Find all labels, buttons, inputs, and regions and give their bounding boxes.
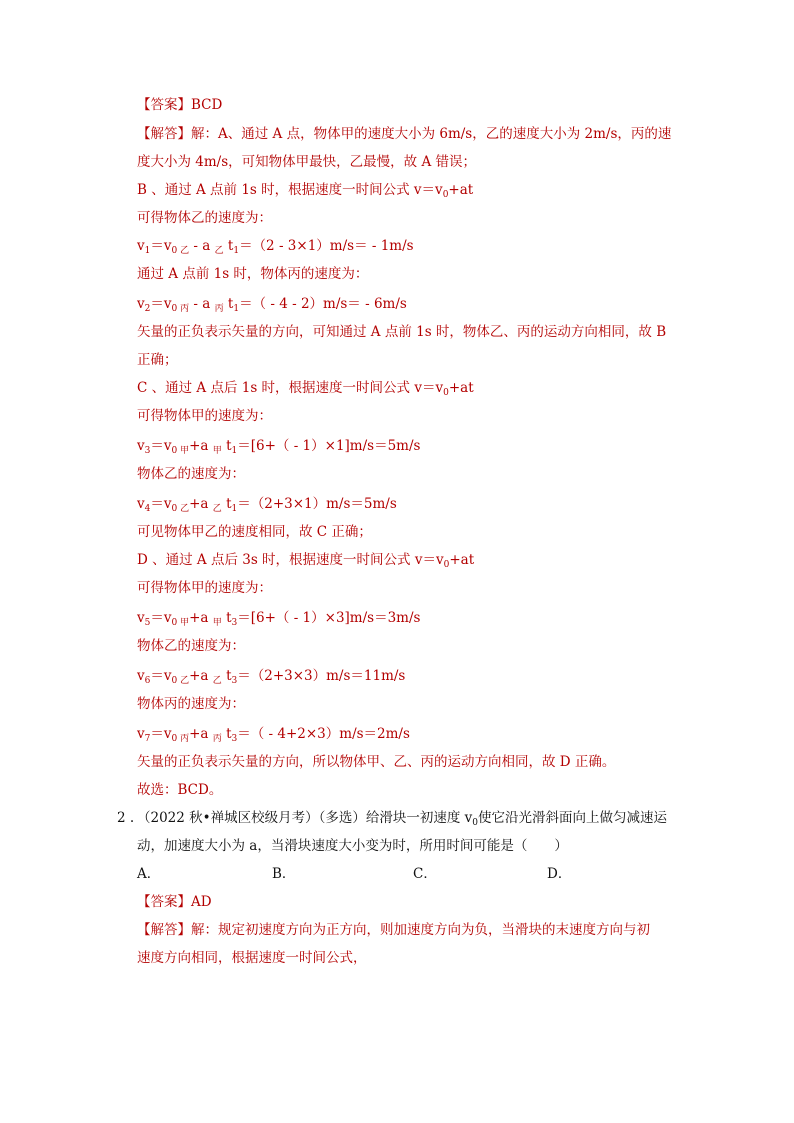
- answer-value: BCD: [191, 97, 223, 113]
- analysis-text: 可得物体乙的速度为：: [137, 210, 272, 226]
- equation-v4: $v_4=v_{0 乙}+a$ $_乙$ $t_1=(2+3\times 1)m/s=5m/s$: [137, 496, 397, 514]
- analysis-text: 物体乙的速度为：: [137, 466, 245, 482]
- analysis-text: 物体丙的速度为：: [137, 696, 245, 712]
- analysis-text: 可见物体甲乙的速度相同，故 C 正确；: [137, 524, 372, 540]
- analysis-line: [137, 124, 671, 144]
- analysis-text: 度大小为 4m/s，可知物体甲最快，乙最慢，故 A 错误；: [137, 154, 476, 170]
- analysis-text: 矢量的正负表示矢量的方向，可知通过 A 点前 1s 时，物体乙、丙的运动方向相同，故 B: [137, 324, 667, 340]
- analysis-tag: 【解答】: [137, 922, 191, 938]
- answer-line: [137, 892, 212, 912]
- question-number: 2 .: [117, 810, 135, 826]
- analysis-tag: 【解答】: [137, 126, 191, 142]
- analysis-text: 故选：BCD。: [137, 782, 223, 798]
- question-stem: 动，加速度大小为 a，当滑块速度大小变为时，所用时间可能是（ ）: [137, 838, 568, 854]
- equation-v7: $v_7=v_{0 丙}+a$ $_丙$ $t_3=( - 4+2\times 3)m/s=2m/s$: [137, 726, 410, 744]
- analysis-text: 解：规定初速度方向为正方向，则加速度方向为负，当滑块的末速度方向与初: [191, 922, 650, 938]
- equation-v2: $v_2=v_{0 丙} - a$ $_丙$ $t_1=( - 4 - 2)m/s= - 6m/s$: [137, 296, 407, 314]
- answer-tag: 【答案】: [137, 894, 191, 910]
- equation-v3: $v_3=v_{0 甲}+a$ $_甲$ $t_1=[6+( - 1)\times 1]m/s=5m/s$: [137, 438, 421, 456]
- answer-value: AD: [191, 894, 212, 910]
- option-d: D．: [547, 866, 572, 882]
- analysis-text: B 、通过 A 点前 1s 时，根据速度一时间公式 $v=v_0+at$: [137, 182, 474, 200]
- analysis-text: 正确；: [137, 352, 178, 368]
- analysis-text: 通过 A 点前 1s 时，物体丙的速度为：: [137, 266, 369, 282]
- analysis-text: C 、通过 A 点后 1s 时，根据速度一时间公式 $v=v_0+at$: [137, 380, 474, 398]
- analysis-text: 速度方向相同，根据速度一时间公式，: [137, 950, 367, 966]
- equation-v5: $v_5=v_{0 甲}+a$ $_甲$ $t_3=[6+( - 1)\times 3]m/s=3m/s$: [137, 610, 421, 628]
- analysis-text: 可得物体甲的速度为：: [137, 580, 272, 596]
- analysis-text: 可得物体甲的速度为：: [137, 408, 272, 424]
- question-stem: （2022 秋•禅城区校级月考）（多选）给滑块一初速度 $v_0$使它沿光滑斜面向上做匀减速运: [137, 810, 668, 828]
- analysis-text: D 、通过 A 点后 3s 时，根据速度一时间公式 $v=v_0+at$: [137, 552, 475, 570]
- answer-line: [137, 95, 222, 115]
- equation-v1: $v_1=v_{0 乙} - a$ $_乙$ $t_1=(2 - 3\times 1)m/s= - 1m/s$: [137, 238, 414, 256]
- option-a: A．: [137, 866, 161, 882]
- analysis-line: [137, 920, 650, 940]
- analysis-text: 解：A、通过 A 点，物体甲的速度大小为 6m/s，乙的速度大小为 2m/s，丙的速: [191, 126, 672, 142]
- analysis-text: 物体乙的速度为：: [137, 638, 245, 654]
- equation-v6: $v_6=v_{0 乙}+a$ $_乙$ $t_3=(2+3\times 3)m/s=11m/s$: [137, 668, 406, 686]
- analysis-text: 矢量的正负表示矢量的方向，所以物体甲、乙、丙的运动方向相同，故 D 正确。: [137, 754, 616, 770]
- answer-tag: 【答案】: [137, 97, 191, 113]
- option-b: B．: [272, 866, 296, 882]
- option-c: C．: [413, 866, 437, 882]
